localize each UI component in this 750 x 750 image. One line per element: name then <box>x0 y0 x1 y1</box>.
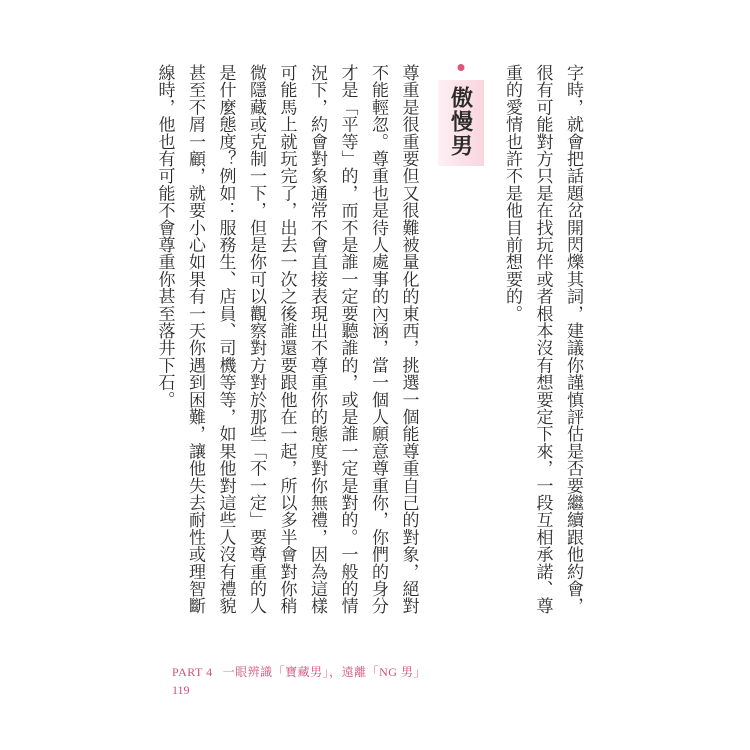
body-paragraph <box>149 64 424 624</box>
part-label: PART 4 <box>172 665 213 679</box>
bullet-dot-icon <box>457 64 464 71</box>
intro-paragraph: 字時，就會把話題岔開閃爍其詞，建議你謹慎評估是否要繼續跟他約會，很有可能對方只是在找玩伴或者根本沒有想要定下來，一段互相承諾、尊重的愛情也許不是他目前想要的。 <box>502 64 583 615</box>
section-heading: 傲慢男 <box>438 80 484 166</box>
running-footer <box>172 663 426 680</box>
part-title: 一眼辨識「寶藏男」，遠離「NG 男」 <box>222 665 426 679</box>
section-heading-wrap <box>438 64 484 624</box>
body-paragraph-text: 尊重是很重要但又很難被量化的東西，挑選一個能尊重自己的對象，絕對不能輕忽。尊重也是待人處事的內涵，當一個人願意尊重你，你們的身分才是「平等」的，而不是誰一定要聽誰的，或是誰一定是對的。一般的情況下，約會對象通常不會直接表現出不尊重你的態度對你無禮，因為這樣可能馬上就玩完了，出去一次之後誰還要跟他在一起，所以多半會對你稍微隱藏或克制一下，但是你可以觀察對方對於那些「不一定」要尊重的人是什麼態度？例如：服務生、店員、司機等等，如果他對這些人沒有禮貌甚至不屑一顧，就要小心如果有一天你遇到困難，讓他失去耐性或理智斷線時，他也有可能不會尊重你甚至落井下石。 <box>154 64 419 615</box>
vertical-text-body <box>149 64 588 624</box>
page-number: 119 <box>172 683 190 697</box>
